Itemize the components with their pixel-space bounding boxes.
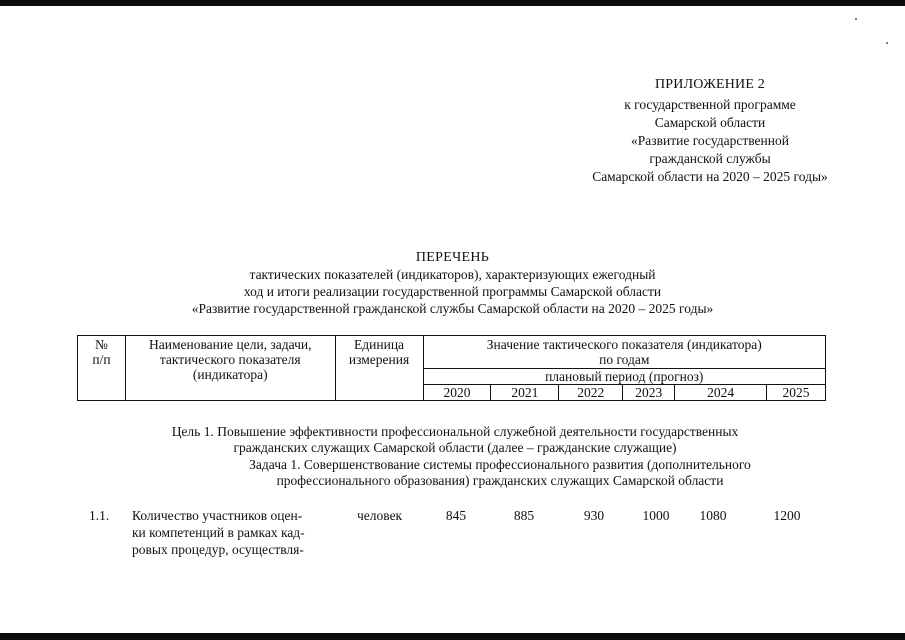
goal-heading xyxy=(110,424,800,456)
col-number-header: № п/п xyxy=(78,336,126,401)
appendix-line: «Развитие государственной xyxy=(631,133,789,148)
indicator-value-2020: 845 xyxy=(445,508,467,523)
indicator-number: 1.1. xyxy=(89,508,110,523)
indicator-table-header xyxy=(77,335,826,401)
goal-line: гражданских служащих Самарской области (далее – гражданские служащие) xyxy=(233,440,677,455)
appendix-line: Самарской области на 2020 – 2025 годы» xyxy=(592,169,828,184)
scan-bottom-border xyxy=(0,633,905,640)
year-header: 2025 xyxy=(767,385,826,401)
heading-line: «Развитие государственной гражданской службы Самарской области на 2020 – 2025 годы» xyxy=(191,301,714,316)
indicator-value-2022: 930 xyxy=(583,508,605,523)
scan-speck xyxy=(886,42,888,44)
year-header: 2023 xyxy=(623,385,675,401)
indicator-value-2021: 885 xyxy=(513,508,535,523)
heading-title: ПЕРЕЧЕНЬ xyxy=(415,250,490,265)
task-line: профессионального образования) гражданских служащих Самарской области xyxy=(276,473,724,488)
task-heading xyxy=(190,457,810,489)
col-name-header: Наименование цели, задачи, тактического показателя (индикатора) xyxy=(125,336,335,401)
goal-line: Цель 1. Повышение эффективности профессиональной служебной деятельности государственных xyxy=(171,424,739,439)
heading-line: тактических показателей (индикаторов), характеризующих ежегодный xyxy=(249,267,656,282)
col-value-header: Значение тактического показателя (индикатора) по годам xyxy=(423,336,825,369)
scan-speck xyxy=(855,18,857,20)
document-heading xyxy=(90,249,815,317)
indicator-name: Количество участников оцен- ки компетенций в рамках кад- ровых процедур, осуществля- xyxy=(132,508,305,557)
appendix-title: ПРИЛОЖЕНИЕ 2 xyxy=(654,77,766,92)
indicator-value-2023: 1000 xyxy=(642,508,670,523)
appendix-block xyxy=(540,76,880,186)
task-line: Задача 1. Совершенствование системы профессионального развития (дополнительного xyxy=(249,457,751,472)
appendix-line: к государственной программе xyxy=(624,97,796,112)
year-header: 2021 xyxy=(491,385,559,401)
heading-line: ход и итоги реализации государственной программы Самарской области xyxy=(243,284,662,299)
year-header: 2024 xyxy=(675,385,767,401)
scan-top-border xyxy=(0,0,905,6)
indicator-unit: человек xyxy=(357,508,403,523)
indicator-value-2024: 1080 xyxy=(699,508,727,523)
planned-period-header: плановый период (прогноз) xyxy=(423,369,825,385)
appendix-line: гражданской службы xyxy=(649,151,771,166)
appendix-line: Самарской области xyxy=(654,115,766,130)
year-header: 2022 xyxy=(559,385,623,401)
col-unit-header: Единица измерения xyxy=(335,336,423,401)
year-header: 2020 xyxy=(423,385,491,401)
indicator-value-2025: 1200 xyxy=(773,508,801,523)
